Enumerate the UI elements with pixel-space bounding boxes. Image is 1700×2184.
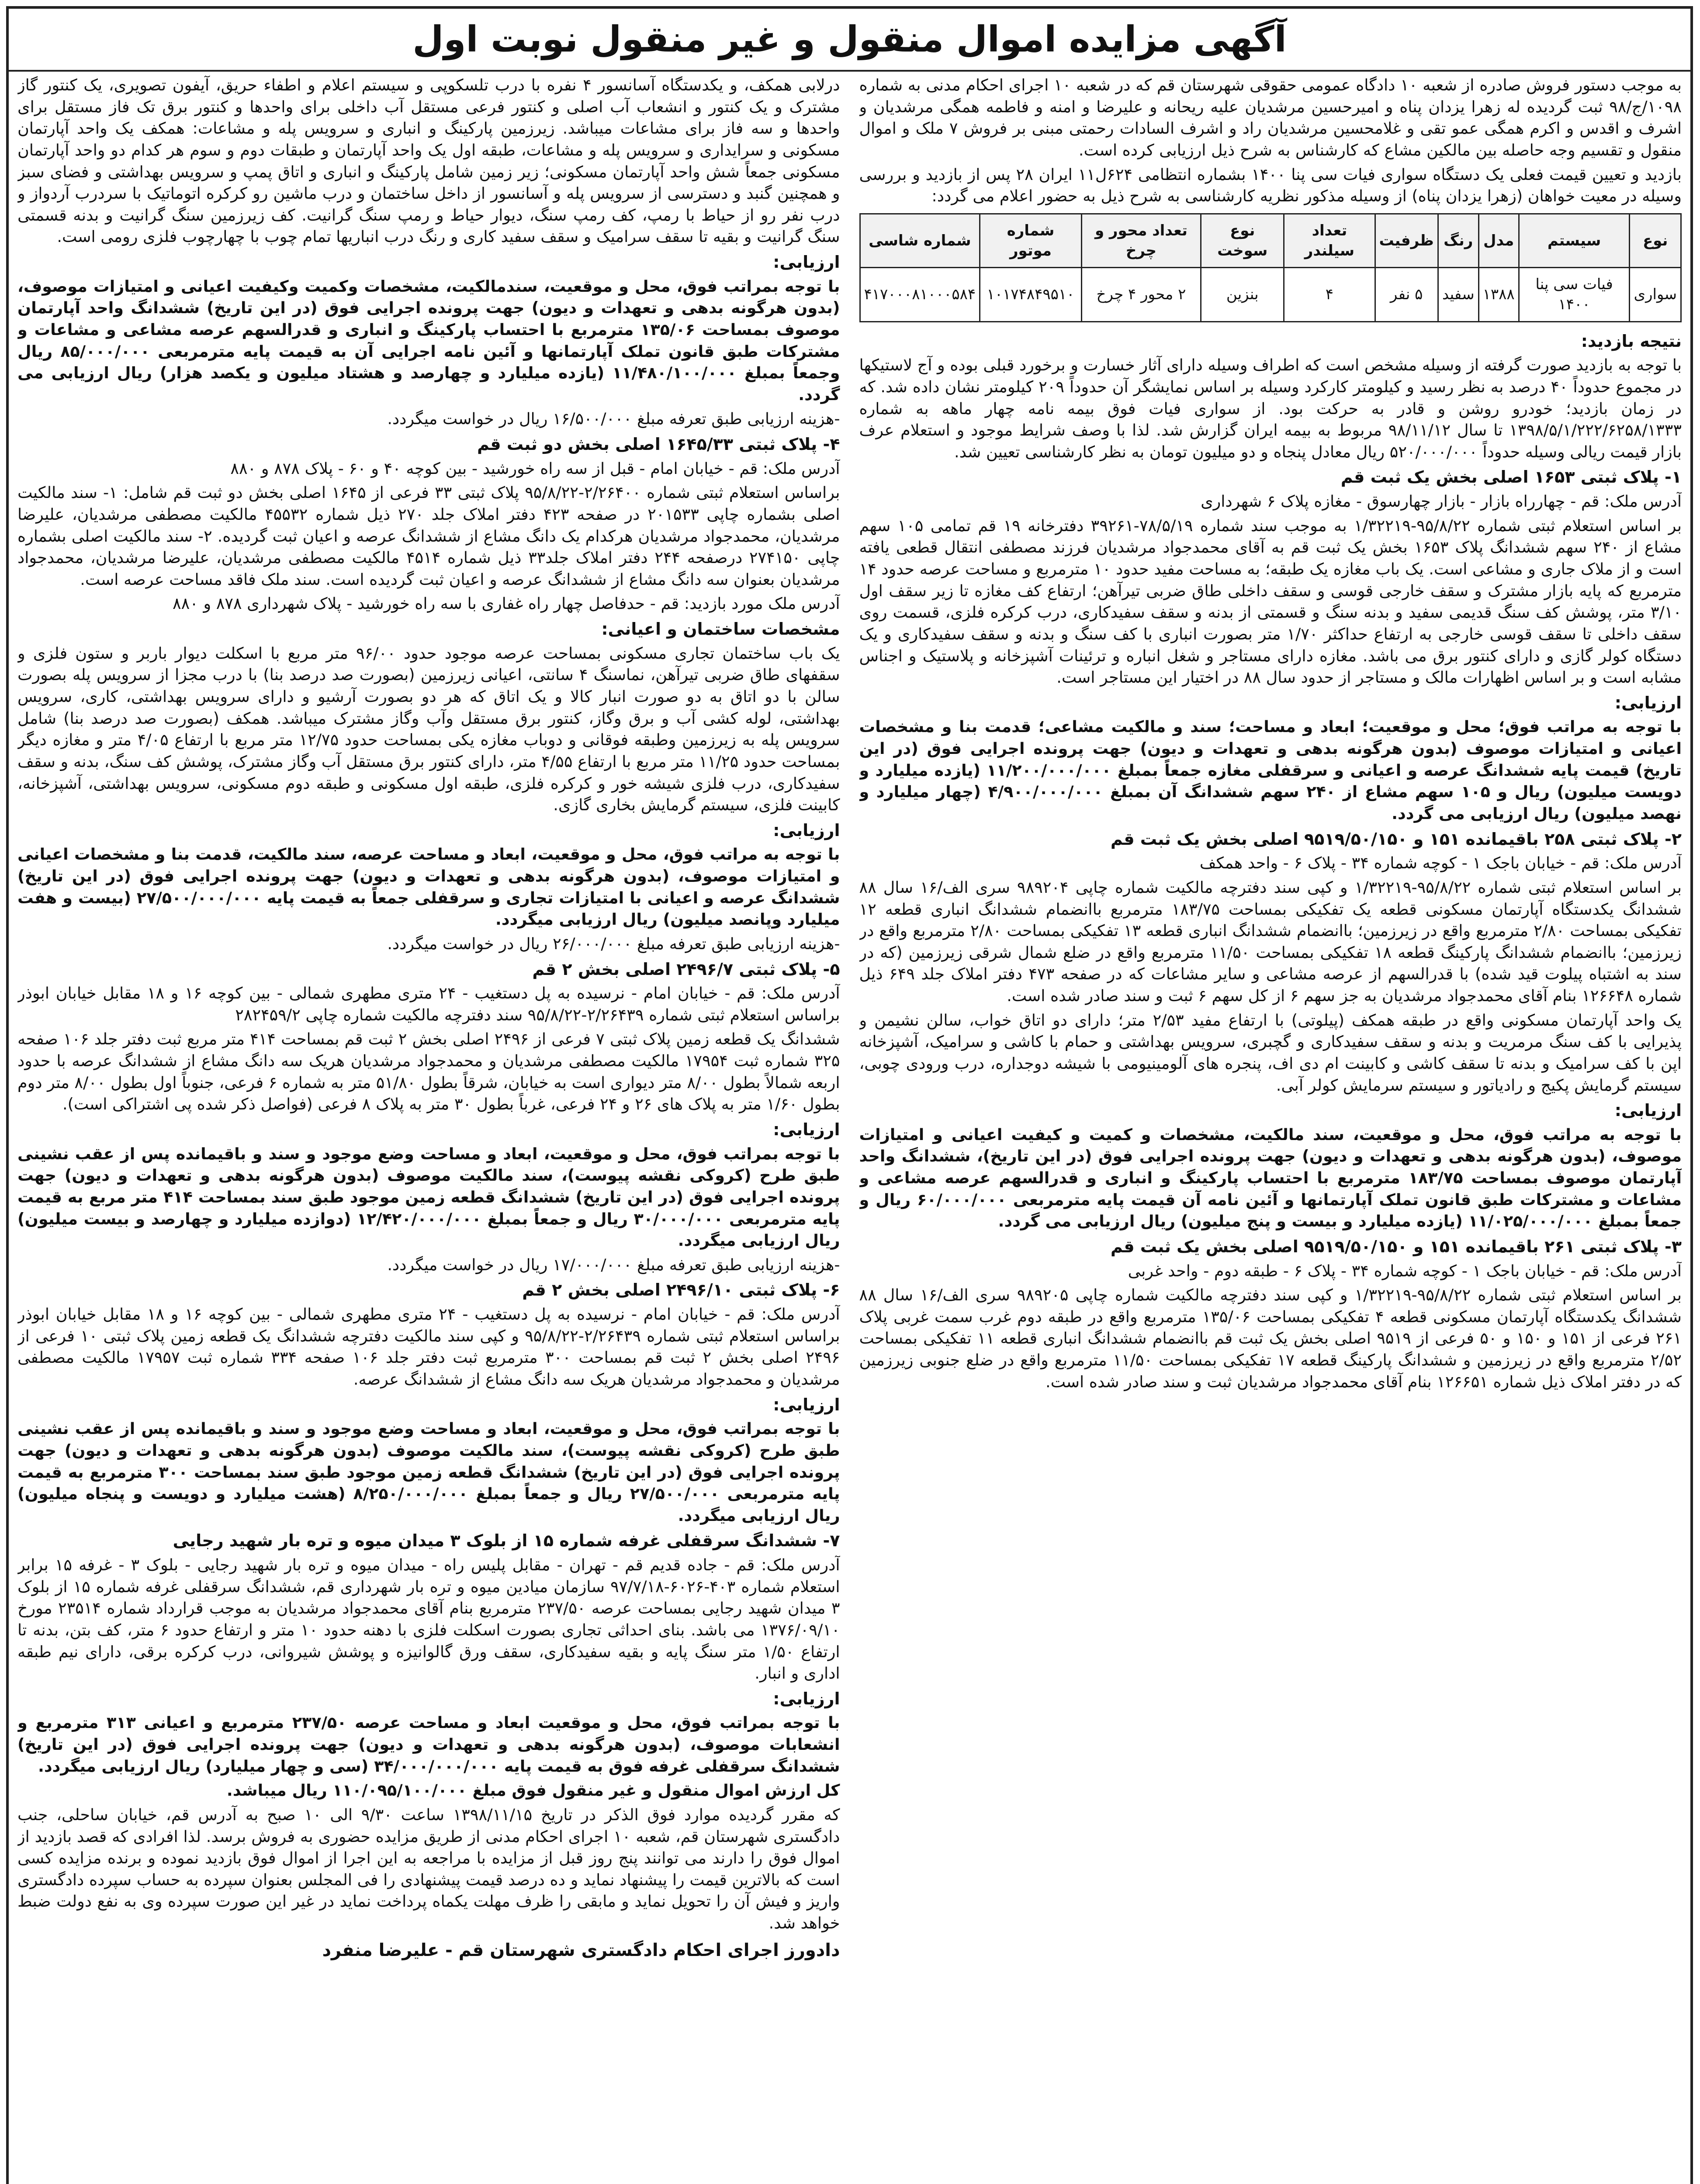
table-cell: ۱۰۱۷۴۸۴۹۵۱۰ [980, 268, 1082, 321]
property-2-heading: ۲- پلاک ثبتی ۲۵۸ باقیمانده ۱۵۱ و ۹۵۱۹/۵۰/۱۵۰ اصلی بخش یک ثبت قم [1110, 829, 1682, 849]
table-header-cell: نوع سوخت [1201, 214, 1284, 267]
table-header-cell: شماره شاسی [860, 214, 980, 267]
table-header-cell: تعداد محور و چرخ [1081, 214, 1201, 267]
property-3-fee: -هزینه ارزیابی طبق تعرفه مبلغ ۱۶/۵۰۰/۰۰۰ ریال در خواست میگردد. [387, 409, 840, 429]
vehicle-table [859, 213, 1682, 322]
property-2-address: آدرس ملک: قم - خیابان باجک ۱ - کوچه شماره ۳۴ - پلاک ۶ - واحد همکف [1199, 854, 1682, 873]
table-cell: فیات سی پنا ۱۴۰۰ [1519, 268, 1630, 321]
property-5-evaluation: با توجه بمراتب فوق، محل و موقعیت، ابعاد و مساحت وضع موجود و سند و باقیمانده پس از عقب نشینی طبق طرح (کروکی نقشه پیوست)، سند مالکیت موصوف (بدون هرگونه بدهی و تعهدات و دیون) جهت پرونده اجرایی فوق (در این تاریخ) ششدانگ قطعه زمین موجود طبق سند بمساحت ۴۱۴ متر مربع به قیمت پایه مترمربعی ۳۰/۰۰۰/۰۰۰ ریال و جمعاً بمبلغ ۱۲/۴۲۰/۰۰۰/۰۰۰ (دوازده میلیارد و چهارصد و بیست میلیون) ریال ارزیابی میگردد. [17, 1144, 840, 1250]
table-header-cell: سیستم [1519, 214, 1630, 267]
signature: دادورز اجرای احکام دادگستری شهرستان قم - علیرضا منفرد [322, 1940, 840, 1960]
property-7-eval-heading: ارزیابی: [773, 1689, 840, 1708]
property-1-address: آدرس ملک: قم - چهارراه بازار - بازار چهارسوق - مغازه پلاک ۶ شهرداری [1201, 492, 1682, 511]
property-6-evaluation: با توجه بمراتب فوق، محل و موقعیت، ابعاد و مساحت وضع موجود و سند و باقیمانده پس از عقب نشینی طبق طرح (کروکی نقشه پیوست)، سند مالکیت موصوف (بدون هرگونه بدهی و تعهدات و دیون) جهت پرونده اجرایی فوق (در این تاریخ) ششدانگ قطعه زمین موجود طبق سند بمساحت ۳۰۰ مترمربع به قیمت پایه مترمربعی ۲۷/۵۰۰/۰۰۰ ریال و جمعاً بمبلغ ۸/۲۵۰/۰۰۰/۰۰۰ (هشت میلیارد و دویست و پنجاه میلیون) ریال ارزیابی میگردد. [17, 1419, 840, 1525]
property-2-description: بر اساس استعلام ثبتی شماره ۹۵/۸/۲۲-۱/۳۲۲۱۹ و کپی سند دفترچه مالکیت شماره چاپی ۹۸۹۲۰۴ سری الف/۱۶ سال ۸۸ ششدانگ یکدستگاه آپارتمان مسکونی قطعه یک تفکیکی بمساحت ۱۸۳/۷۵ مترمربع باانضمام ششدانگ انباری قطعه ۱۲ تفکیکی بمساحت ۲/۸۰ مترمربع واقع در زیرزمین؛ باانضمام ششدانگ انباری قطعه ۱۳ تفکیکی بمساحت ۲/۸۰ مترمربع واقع در زیرزمین؛ باانضمام ششدانگ پارکینگ قطعه ۱۸ تفکیکی بمساحت ۱۱/۵۰ مترمربع واقع در ضلع شمال شرقی زیرزمین (که در سند به اشتباه پیلوت قید شده) با قدرالسهم از عرصه مشاعی و سایر مشاعات که در صفحه ۴۷۳ دفتر املاک جلد ۶۴۹ ذیل شماره ۱۲۶۶۴۸ بنام آقای محمدجواد مرشدیان به جز سهم ۶ از کل سهم ۶ ثبت و سند صادر شده است. [859, 878, 1682, 1005]
result-heading: نتیجه بازدید: [1581, 331, 1682, 351]
property-7-evaluation: با توجه بمراتب فوق، محل و موقعیت ابعاد و مساحت عرصه ۲۳۷/۵۰ مترمربع و اعیانی ۳۱۳ مترمربع و انشعابات موصوف، (بدون هرگونه بدهی و تعهدات و دیون) جهت پرونده اجرایی فوق (در این تاریخ) ششدانگ سرقفلی غرفه فوق به قیمت پایه ۳۴/۰۰۰/۰۰۰/۰۰۰ (سی و چهار میلیارد) ریال ارزیابی میگردد. [17, 1713, 840, 1776]
property-6-address: آدرس ملک: قم - خیابان امام - نرسیده به پل دستغیب - ۲۴ متری مطهری شمالی - بین کوچه ۱۶ و ۱۸ مقابل خیابان ابوذر براساس استعلام ثبتی شماره ۲/۲۶۴۳۹-۹۵/۸/۲۲ و کپی سند مالکیت دفترچه ششدانگ یک قطعه زمین پلاک ثبتی ۱۰ فرعی از ۲۴۹۶ اصلی بخش ۲ ثبت قم بمساحت ۳۰۰ مترمربع ثبت دفتر جلد ۱۰۶ صفحه ۳۳۴ شماره ثبت ۱۷۹۵۷ مالکیت مصطفی مرشدیان و محمدجواد مرشدیان هریک سه دانگ مشاع از ششدانگ عرصه. [17, 1305, 840, 1389]
intro-paragraph-2: بازدید و تعیین قیمت فعلی یک دستگاه سواری فیات سی پنا ۱۴۰۰ بشماره انتظامی ۶۲۴ل۱۱ ایران ۲۸ پس از بازدید و بررسی وسیله در معیت خواهان (زهرا یزدان پناه) از وسیله مذکور نظریه کارشناسی به شرح ذیل به حضور اعلام می گردد: [859, 165, 1682, 206]
table-cell: ۱۳۸۸ [1478, 268, 1519, 321]
table-header-cell: مدل [1478, 214, 1519, 267]
intro-paragraph: به موجب دستور فروش صادره از شعبه ۱۰ دادگاه عمومی حقوقی شهرستان قم که در شعبه ۱۰ اجرای احکام مدنی به شماره ۱۰۹۸/ج/۹۸ ثبت گردیده له زهرا یزدان پناه و امیرحسین مرشدیان علیه ریحانه و علیرضا و امنه و فاطمه همگی مرشدیان و اشرف و اقدس و اکرم همگی عمو تقی و غلامحسین مرشدیان راد و اشرف السادات رحمتی مبنی بر فروش ۷ ملک و اموال منقول و تقسیم وجه حاصله بین مالکین مشاع که کارشناس به شرح ذیل ارزیابی کرده است. [859, 76, 1682, 159]
table-cell: ۴۱۷۰۰۰۸۱۰۰۰۵۸۴ [860, 268, 980, 321]
table-cell: ۵ نفر [1375, 268, 1438, 321]
property-2-eval-heading: ارزیابی: [1614, 1101, 1682, 1120]
table-header-cell: ظرفیت [1375, 214, 1438, 267]
property-3-continued: درلابی همکف، و یکدستگاه آسانسور ۴ نفره با درب تلسکوپی و سیستم اعلام و اطفاء حریق، آیفون تصویری، یک کنتور گاز مشترک و یک کنتور و انشعاب آب اصلی و کنتور فرعی مستقل آب داخلی برای واحدها و کنتور برق تک فاز مستقل برای واحدها و سه فاز برای مشاعات میباشد. زیرزمین پارکینگ و انباری و سرویس پله و مشاعات: همکف یک واحد آپارتمان مسکونی و سرایداری و سرویس پله و مشاعات، طبقه اول یک واحد آپارتمان و طبقات دوم و سوم هر کدام دو واحد آپارتمان مسکونی جمعاً شش واحد آپارتمان مسکونی؛ زیر زمین شامل پارکینگ و انباری و اتاق پمپ و سرویس بهداشتی و فضای سبز و همچنین گنبد و دسترسی از سرویس پله و آسانسور از داخل ساختمان و درب ماشین رو کرکره اتوماتیک با سردرب آردواز و درب نفر رو از حیاط با رمپ، کف رمپ سنگ، دیوار حیاط و رمپ سنگ گرانیت. کف زیرزمین سنگ گرانیت و بدنه قسمتی سنگ گرانیت و بقیه تا سقف سرامیک و سقف سفید کاری و رنگ درب انباریها تمام چوب با چهارچوب فلزی رومی است. [17, 76, 840, 246]
property-3-heading: ۳- پلاک ثبتی ۲۶۱ باقیمانده ۱۵۱ و ۹۵۱۹/۵۰/۱۵۰ اصلی بخش یک ثبت قم [1110, 1237, 1682, 1256]
property-3-eval-heading: ارزیابی: [773, 252, 840, 272]
property-5-description: ششدانگ یک قطعه زمین پلاک ثبتی ۷ فرعی از ۲۴۹۶ اصلی بخش ۲ ثبت قم بمساحت ۴۱۴ متر مربع ثبت دفتر جلد ۱۰۶ صفحه ۳۲۵ شماره ثبت ۱۷۹۵۴ مالکیت مصطفی مرشدیان و محمدجواد مرشدیان هریک سه دانگ مشاع از ششدانگ عرصه با حدود اربعه شمالاً بطول ۸/۰۰ متر دیواری است به خیابان، شرقاً بطول ۵۱/۸۰ متر به شماره ۶ فرعی، جنوباً اول بطول ۸/۰۰ متر دوم بطول ۱/۶۰ متر به پلاک های ۲۶ و ۲۴ فرعی، غرباً بطول ۳۰ متر به پلاک ۸ فرعی (فواصل ذکر شده پی اشتراکی است). [17, 1030, 840, 1114]
table-cell: سفید [1438, 268, 1478, 321]
property-1-eval-heading: ارزیابی: [1614, 693, 1682, 712]
property-4-spec: یک باب ساختمان تجاری مسکونی بمساحت عرصه موجود حدود ۹۶/۰۰ متر مربع با اسکلت دیوار باربر و ستون فلزی و سقفهای طاق ضربی تیرآهن، نماسنگ ۴ سانتی، اعیانی زیرزمین (بصورت صد درصد بنا) با درب مجزا از سرویس پله بصورت سالن با دو اتاق به دو صورت انبار کالا و یک اتاق که هر دو بصورت آرشیو و دارای سرویس بهداشتی، کاری، سرویس بهداشتی، لوله کشی آب و برق وگاز، کنتور برق مستقل وآب وگاز مشترک میباشد. همکف (بصورت صد درصد بنا) شامل سرویس پله به زیرزمین وطبقه فوقانی و دوباب مغازه یکی بمساحت حدود ۱۲/۷۵ متر مربع با ارتفاع ۴/۰۵ متر و مغازه دیگر بمساحت حدود ۱۱/۲۵ متر مربع با ارتفاع ۴/۵۵ متر، دارای کنتور برق مستقل آب وگاز مشترک، پوشش کف سنگ، بدنه و سقف سفیدکاری، درب فلزی شیشه خور و کرکره فلزی، طبقه اول مسکونی و طبقه دوم مسکونی، سرویس بهداشتی، آشپزخانه، کابینت فلزی، سیستم گرمایش بخاری گازی. [17, 643, 840, 815]
property-5-heading: ۵- پلاک ثبتی ۲۴۹۶/۷ اصلی بخش ۲ قم [532, 959, 840, 979]
table-cell: بنزین [1201, 268, 1284, 321]
total-value: کل ارزش اموال منقول و غیر منقول فوق مبلغ ۱۱۰/۰۹۵/۱۰۰/۰۰۰ ریال میباشد. [226, 1781, 840, 1800]
property-1-description: بر اساس استعلام ثبتی شماره ۹۵/۸/۲۲-۱/۳۲۲۱۹ به موجب سند شماره ۷۸/۵/۱۹-۳۹۲۶۱ دفترخانه ۱۹ قم تمامی ۱۰۵ سهم مشاع از ۲۴۰ سهم ششدانگ پلاک ۱۶۵۳ بخش یک ثبت قم به آقای محمدجواد مرشدیان فرزند مصطفی انتقال قطعی یافته است و از ملاک جاری و مشاعی است. یک باب مغازه یک طبقه؛ به مساحت مفید حدود ۱۰ مترمربع و مساحت عرصه حدود ۱۴ مترمربع که پایه بازار مشترک و سقف خارجی قوسی و سقف داخلی طاق ضربی تیرآهن؛ ارتفاع کف مغازه تا زیر سقف اول ۳/۱۰ متر، پوشش کف سنگ قدیمی سفید و بدنه سنگ و قسمتی از بدنه و سقف سفیدکاری، درب کرکره فلزی، قسمت روی سقف داخلی تا سقف قوسی خارجی به ارتفاع حداکثر ۱/۷۰ متر بصورت انباری با کف سنگ و بدنه و سقف سفیدکاری و یک دستگاه کولر گازی و دارای کنتور برق می باشد. مغازه دارای مستاجر و شغل انباره و ترئینات آشپزخانه و پلاستیک و اجناس مشابه است و بر اساس اظهارات مالک و مستاجر از حدود سال ۸۸ در اختیار این مستاجر است. [859, 516, 1682, 687]
result-paragraph: با توجه به بازدید صورت گرفته از وسیله مشخص است که اطراف وسیله دارای آثار خسارت و برخورد قبلی بوده و آج لاستیکها در مجموع حدوداً ۴۰ درصد به نظر رسید و کیلومتر کارکرد وسیله بر اساس نمایشگر آن حدوداً ۲۰۹ کیلومتر نشان داده شد. که در زمان بازدید؛ خودرو روشن و قادر به حرکت بود. از سواری فیات فوق بیمه نامه چهار ماهه به شماره ۱۳۹۸/۵/۱/۲۲۲/۶۲۵۸/۱۳۳۳ تا سال ۹۸/۱۱/۱۲ مربوط به بیمه ایران گزارش شد. لذا با وصف شرایط موجود و استعلام عرف بازار قیمت ریالی وسیله حدوداً ۵۲۰/۰۰۰/۰۰۰ ریال معادل پنجاه و دو میلیون تومان به نظر کارشناسی تعیین شد. [859, 356, 1682, 461]
property-7-description: آدرس ملک: قم - جاده قدیم قم - تهران - مقابل پلیس راه - میدان میوه و تره بار شهید رجایی - بلوک ۳ - غرفه ۱۵ برابر استعلام شماره ۴۰۳-۶۰۲۶-۹۷/۷/۱۸ سازمان میادین میوه و تره بار شهرداری قم، ششدانگ سرقفلی غرفه شماره ۱۵ از بلوک ۳ میدان شهید رجایی بمساحت عرصه ۲۳۷/۵۰ مترمربع بنام آقای محمدجواد مرشدیان به موجب قرارداد شماره ۲۳۵۱۴ مورخ ۱۳۷۶/۰۹/۱۰ می باشد. بنای احداثی تجاری بصورت اسکلت فلزی با دهنه حدود ۱۰ متر و ارتفاع حدود ۶ متر، کف بتن، بدنه تا ارتفاع ۱/۵۰ متر سنگ پایه و بقیه سفیدکاری، سقف ورق گالوانیزه و پوشش شیروانی، درب کرکره برقی، دارای نیم طبقه اداری و انبار. [17, 1555, 840, 1683]
property-3-address: آدرس ملک: قم - خیابان باجک ۱ - کوچه شماره ۳۴ - پلاک ۶ - طبقه دوم - واحد غربی [1128, 1261, 1682, 1280]
property-4-evaluation: با توجه به مراتب فوق، محل و موقعیت، ابعاد و مساحت عرصه، سند مالکیت، قدمت بنا و مشخصات اعیانی و امتیازات موصوف، (بدون هرگونه بدهی و تعهدات و دیون) جهت پرونده اجرایی فوق (در این تاریخ) ششدانگ عرصه و اعیانی با امتیازات تجاری و سرقفلی جمعاً به قیمت پایه ۲۷/۵۰۰/۰۰۰/۰۰۰ (بیست و هفت میلیارد وپانصد میلیون) ریال ارزیابی میگردد. [17, 845, 840, 929]
property-4-address: آدرس ملک: قم - خیابان امام - قبل از سه راه خورشید - بین کوچه ۴۰ و ۶۰ - پلاک ۸۷۸ و ۸۸۰ [230, 459, 840, 478]
property-2-evaluation: با توجه به مراتب فوق، محل و موقعیت، سند مالکیت، مشخصات و کمیت و کیفیت اعیانی و امتیازات موصوف، (بدون هرگونه بدهی و تعهدات و دیون) جهت پرونده اجرایی فوق (در این تاریخ)، ششدانگ واحد آپارتمان موصوف بمساحت ۱۸۳/۷۵ مترمربع با احتساب پارکینگ و انباری و قدرالسهم عرصه مشاعی و مشاعات و مشترکات طبق قانون تملک آپارتمانها و آئین نامه آن قیمت پایه مترمربعی ۶۰/۰۰۰/۰۰۰ ریال و جمعاً بمبلغ ۱۱/۰۲۵/۰۰۰/۰۰۰ (یازده میلیارد و بیست و پنج میلیون) ریال ارزیابی می گردد. [859, 1125, 1682, 1231]
table-header-cell: تعداد سیلندر [1284, 214, 1375, 267]
property-2-description-2: یک واحد آپارتمان مسکونی واقع در طبقه همکف (پیلوتی) با ارتفاع مفید ۲/۵۳ متر؛ دارای دو اتاق خواب، سالن نشیمن و پذیرایی با کف سنگ مرمریت و بدنه و سقف سفیدکاری و گچبری، سرویس بهداشتی و حمام با کاشی و سرامیک، آشپزخانه اپن با کف سرامیک و بدنه تا سقف کاشی و کابینت ام دی اف، پنجره های آلومینیومی با شیشه دوجداره، درب ورودی چوبی، سیستم گرمایش پکیج و رادیاتور و سیستم سرمایش کولر آبی. [859, 1010, 1682, 1095]
property-3-description: بر اساس استعلام ثبتی شماره ۹۵/۸/۲۲-۱/۳۲۲۱۹ و کپی سند دفترچه مالکیت شماره چاپی ۹۸۹۲۰۵ سری الف/۱۶ سال ۸۸ ششدانگ یکدستگاه آپارتمان مسکونی قطعه ۴ تفکیکی بمساحت ۱۳۵/۰۶ مترمربع واقع در طبقه دوم غرب سمت غربی پلاک ۲۶۱ فرعی از ۱۵۱ و ۱۵۰ و ۵۰ فرعی از ۹۵۱۹ اصلی بخش یک ثبت قم باانضمام ششدانگ انباری قطعه ۱۱ تفکیکی بمساحت ۲/۵۲ مترمربع واقع در زیرزمین و ششدانگ پارکینگ قطعه ۱۷ تفکیکی بمساحت ۱۱/۵۰ مترمربع واقع در ضلع جنوبی زیرزمین که در دفتر املاک ذیل شماره ۱۲۶۶۵۱ بنام آقای محمدجواد مرشدیان ثبت و سند صادر شده است. [859, 1286, 1682, 1391]
property-6-eval-heading: ارزیابی: [773, 1395, 840, 1414]
property-7-heading: ۷- ششدانگ سرقفلی غرفه شماره ۱۵ از بلوک ۳ میدان میوه و تره بار شهید رجایی [173, 1531, 840, 1551]
property-5-eval-heading: ارزیابی: [773, 1120, 840, 1139]
column-left [17, 74, 840, 2184]
columns [17, 74, 1682, 2184]
table-header-cell: شماره موتور [980, 214, 1082, 267]
property-4-eval-heading: ارزیابی: [773, 820, 840, 840]
notice-frame [6, 6, 1693, 2184]
table-cell: سواری [1630, 268, 1681, 321]
property-5-fee: -هزینه ارزیابی طبق تعرفه مبلغ ۱۷/۰۰۰/۰۰۰ ریال در خواست میگردد. [387, 1255, 840, 1274]
property-3-evaluation: با توجه بمراتب فوق، محل و موقعیت، سندمالکیت، مشخصات وکمیت وکیفیت اعیانی و امتیازات موصوف، (بدون هرگونه بدهی و تعهدات و دیون) جهت پرونده اجرایی فوق (در این تاریخ) ششدانگ واحد آپارتمان موصوف بمساحت ۱۳۵/۰۶ مترمربع با احتساب پارکینگ و انباری و قدرالسهم عرصه مشاعی و مشاعات و مشترکات طبق قانون تملک آپارتمانها و آئین نامه اجرایی آن به قیمت پایه مترمربعی ۸۵/۰۰۰/۰۰۰ ریال وجمعاً بمبلغ ۱۱/۴۸۰/۱۰۰/۰۰۰ (یازده میلیارد و چهارصد و هشتاد میلیون و یکصد هزار) ریال ارزیابی می گردد. [17, 276, 840, 404]
property-4-description: براساس استعلام ثبتی شماره ۲/۲۶۴۰۰-۹۵/۸/۲۲ پلاک ثبتی ۳۳ فرعی از ۱۶۴۵ اصلی بخش دو ثبت قم شامل: ۱- سند مالکیت اصلی بشماره چاپی ۲۰۱۵۳۳ در صفحه ۴۲۳ دفتر املاک جلد ۲۷۰ ذیل شماره ۴۵۵۳۲ مالکیت مصطفی مرشدیان، علیرضا مرشدیان، محمدجواد مرشدیان هرکدام یک دانگ مشاع از ششدانگ عرصه و اعیان ثبت گردیده. ۲- سند مالکیت اصلی بشماره چاپی ۲۷۴۱۵۰ درصفحه ۲۴۴ دفتر املاک جلد۳۳ ذیل شماره ۴۵۱۴ مالکیت مصطفی مرشدیان، علیرضا مرشدیان، محمدجواد مرشدیان بعنوان سه دانگ مشاع از ششدانگ عرصه و اعیان ثبت گردیده است. سند ملک فاقد مساحت عرصه است. [17, 483, 840, 589]
table-header-cell: رنگ [1438, 214, 1478, 267]
column-right [859, 74, 1682, 2184]
table-header-cell: نوع [1630, 214, 1681, 267]
property-4-spec-heading: مشخصات ساختمان و اعیانی: [601, 619, 840, 639]
vehicle-table-header [860, 214, 1681, 267]
property-1-evaluation: با توجه به مراتب فوق؛ محل و موقعیت؛ ابعاد و مساحت؛ سند و مالکیت مشاعی؛ قدمت بنا و مشخصات اعیانی و امتیازات موصوف (بدون هرگونه بدهی و تعهدات و دیون) جهت پرونده اجرایی فوق (در این تاریخ) قیمت پایه ششدانگ عرصه و اعیانی و سرقفلی مغازه جمعاً بمبلغ ۱۱/۲۰۰/۰۰۰/۰۰۰ (یازده میلیارد و دویست میلیون) ریال و ۱۰۵ سهم مشاع از ۲۴۰ سهم ششدانگ آن بمبلغ ۴/۹۰۰/۰۰۰/۰۰۰ (چهار میلیارد و نهصد میلیون) ریال ارزیابی می گردد. [859, 717, 1682, 823]
property-5-address: آدرس ملک: قم - خیابان امام - نرسیده به پل دستغیب - ۲۴ متری مطهری شمالی - بین کوچه ۱۶ و ۱۸ مقابل خیابان ابوذر براساس استعلام ثبتی شماره ۲/۲۶۴۳۹-۹۵/۸/۲۲ سند دفترچه مالکیت شماره چاپی ۲۸۲۴۵۹/۲ [17, 984, 840, 1024]
property-1-heading: ۱- پلاک ثبتی ۱۶۵۳ اصلی بخش یک ثبت قم [1340, 467, 1682, 487]
property-6-heading: ۶- پلاک ثبتی ۲۴۹۶/۱۰ اصلی بخش ۲ قم [522, 1280, 840, 1300]
property-4-heading: ۴- پلاک ثبتی ۱۶۴۵/۳۳ اصلی بخش دو ثبت قم [477, 435, 840, 454]
property-4-fee: -هزینه ارزیابی طبق تعرفه مبلغ ۲۶/۰۰۰/۰۰۰ ریال در خواست میگردد. [387, 934, 840, 953]
table-cell: ۲ محور ۴ چرخ [1081, 268, 1201, 321]
notice-title: آگهی مزایده اموال منقول و غیر منقول نوبت اول [9, 9, 1690, 72]
property-4-visit-address: آدرس ملک مورد بازدید: قم - حدفاصل چهار راه غفاری با سه راه خورشید - پلاک شهرداری ۸۷۸ و ۸۸۰ [173, 594, 840, 613]
table-row [860, 268, 1681, 321]
table-cell: ۴ [1284, 268, 1375, 321]
auction-terms: که مقرر گردیده موارد فوق الذکر در تاریخ ۱۳۹۸/۱۱/۱۵ ساعت ۹/۳۰ الی ۱۰ صبح به آدرس قم، خیابان ساحلی، جنب دادگستری شهرستان قم، شعبه ۱۰ اجرای احکام مدنی از طریق مزایده حضوری به فروش برسد. لذا افرادی که قصد بازدید از اموال فوق را دارند می توانند پنج روز قبل از مزایده با مراجعه به این اجرا از اموال فوق بازدید نموده و برنده مزایده کسی است که بالاترین قیمت را پیشنهاد نماید و ده درصد قیمت پیشنهادی را فی المجلس بعنوان سپرده به حساب سپرده دادگستری واریز و فیش آن را تحویل نماید و مابقی را ظرف مهلت یکماه پرداخت نماید در غیر این صورت سپرده وی به نفع دولت ضبط خواهد شد. [17, 1805, 840, 1933]
